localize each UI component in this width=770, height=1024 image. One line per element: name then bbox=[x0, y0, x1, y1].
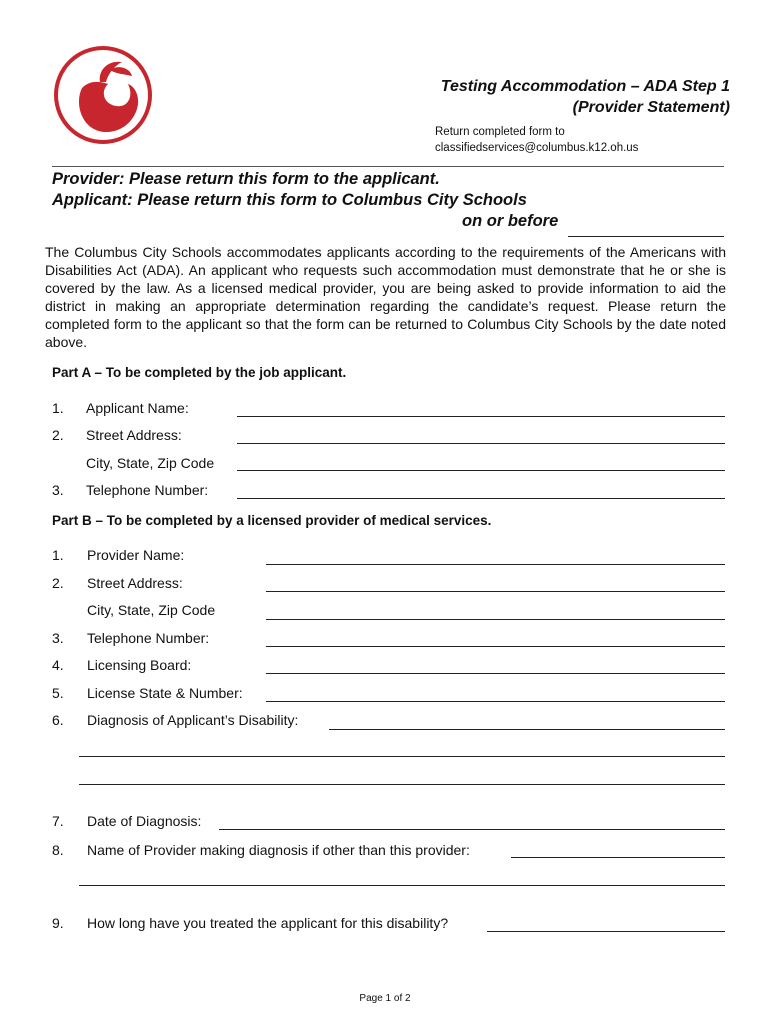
diagnosis-date-label: Date of Diagnosis: bbox=[87, 813, 202, 829]
applicant-street-label: Street Address: bbox=[86, 427, 182, 443]
provider-name-label: Provider Name: bbox=[87, 547, 185, 563]
provider-street-label: Street Address: bbox=[87, 575, 183, 591]
provider-instruction: Provider: Please return this form to the applicant. bbox=[52, 170, 440, 188]
diagnosis-label: Diagnosis of Applicant’s Disability: bbox=[87, 712, 299, 728]
applicant-city-label: City, State, Zip Code bbox=[86, 455, 215, 471]
provider-phone-label: Telephone Number: bbox=[87, 630, 210, 646]
applicant-phone-field[interactable] bbox=[237, 498, 725, 499]
applicant-phone-label: Telephone Number: bbox=[86, 482, 209, 498]
part-a-field-1-num: 1. bbox=[52, 400, 64, 416]
applicant-city-field[interactable] bbox=[237, 470, 725, 471]
part-a-heading: Part A – To be completed by the job applicant. bbox=[52, 365, 347, 380]
part-b-field-3-num: 3. bbox=[52, 630, 64, 646]
part-b-field-5-num: 5. bbox=[52, 685, 64, 701]
provider-phone-field[interactable] bbox=[266, 646, 725, 647]
applicant-street-field[interactable] bbox=[237, 443, 725, 444]
diagnosis-field-line3[interactable] bbox=[79, 784, 725, 785]
diagnosing-provider-field[interactable] bbox=[511, 857, 725, 858]
diagnosing-provider-field-line2[interactable] bbox=[79, 885, 725, 886]
intro-paragraph: The Columbus City Schools accommodates applicants according to the requirements of the Americans with Disabilities Act (ADA). An applicant who requests such accommodation must demonstrate that he or she is covered by the law. As a licensed medical provider, you are being asked to provide information to aid the district in making an appropriate determination regarding the candidate’s request. Please return the completed form to the applicant so that the form can be returned to Columbus City Schools by the date noted above. bbox=[45, 244, 726, 350]
part-b-field-6-num: 6. bbox=[52, 712, 64, 728]
provider-name-field[interactable] bbox=[266, 564, 725, 565]
licensing-board-field[interactable] bbox=[266, 673, 725, 674]
part-b-field-1-num: 1. bbox=[52, 547, 64, 563]
diagnosis-field-line2[interactable] bbox=[79, 756, 725, 757]
diagnosis-date-field[interactable] bbox=[219, 829, 725, 830]
return-info bbox=[435, 124, 638, 156]
licensing-board-label: Licensing Board: bbox=[87, 657, 192, 673]
part-b-field-4-num: 4. bbox=[52, 657, 64, 673]
provider-city-label: City, State, Zip Code bbox=[87, 602, 216, 618]
return-email: classifiedservices@columbus.k12.oh.us bbox=[435, 142, 639, 154]
provider-city-field[interactable] bbox=[266, 619, 725, 620]
part-a-field-2-num: 2. bbox=[52, 427, 64, 443]
applicant-name-label: Applicant Name: bbox=[86, 400, 189, 416]
applicant-instruction: Applicant: Please return this form to Columbus City Schools bbox=[52, 191, 527, 209]
on-or-before-label: on or before bbox=[462, 212, 559, 230]
license-number-label: License State & Number: bbox=[87, 685, 243, 701]
applicant-name-field[interactable] bbox=[237, 416, 725, 417]
apple-logo-icon bbox=[52, 44, 154, 146]
due-date-field[interactable] bbox=[568, 236, 724, 237]
form-title bbox=[441, 76, 730, 118]
form-title-line1: Testing Accommodation – ADA Step 1 bbox=[440, 78, 730, 95]
treatment-duration-label: How long have you treated the applicant for this disability? bbox=[87, 915, 449, 931]
page-number: Page 1 of 2 bbox=[359, 993, 411, 1004]
return-text: Return completed form to bbox=[435, 126, 565, 138]
part-a-field-3-num: 3. bbox=[52, 482, 64, 498]
part-b-field-9-num: 9. bbox=[52, 915, 64, 931]
header-divider bbox=[52, 166, 724, 167]
provider-street-field[interactable] bbox=[266, 591, 725, 592]
diagnosing-provider-label: Name of Provider making diagnosis if other than this provider: bbox=[87, 842, 470, 858]
diagnosis-field[interactable] bbox=[329, 729, 725, 730]
part-b-field-7-num: 7. bbox=[52, 813, 64, 829]
part-b-field-2-num: 2. bbox=[52, 575, 64, 591]
form-title-line2: (Provider Statement) bbox=[572, 99, 730, 116]
part-b-field-8-num: 8. bbox=[52, 842, 64, 858]
district-logo bbox=[52, 44, 154, 146]
license-number-field[interactable] bbox=[266, 701, 725, 702]
treatment-duration-field[interactable] bbox=[487, 931, 725, 932]
part-b-heading: Part B – To be completed by a licensed provider of medical services. bbox=[52, 513, 492, 528]
